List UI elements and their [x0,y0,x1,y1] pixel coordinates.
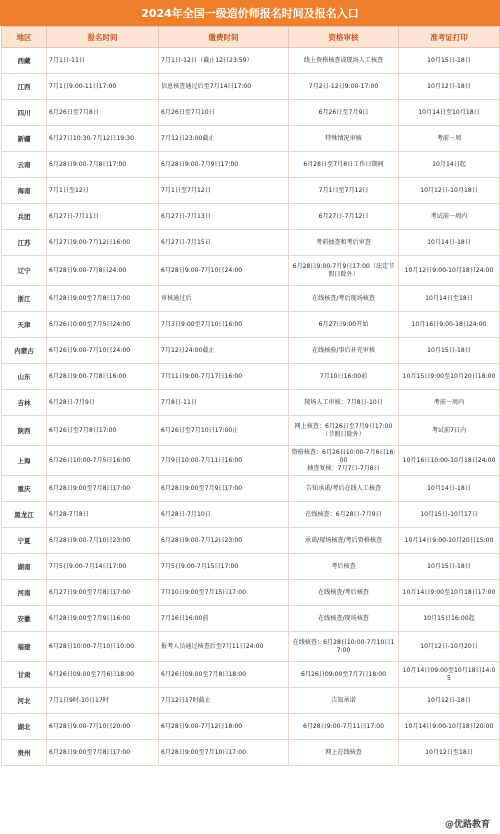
column-header-registration: 报名时间 [47,27,159,48]
payment-cell: 6月26日至7月10日 [159,100,289,126]
table-row [2,390,500,416]
review-cell: 现场人工审核：7月8日-10日 [289,390,399,416]
watermark-credit: @优路教育 [444,820,490,830]
region-cell: 重庆 [2,476,47,502]
table-row [2,714,500,740]
review-cell: 7月2日-12日9:00-17:00 [289,74,399,100]
review-cell: 在线核查：6月28日10:00-7月10日17:00 [289,632,399,662]
registration-cell: 6月27日-7月11日 [47,204,159,230]
review-cell: 告知承诺 [289,688,399,714]
table-row [2,364,500,390]
review-cell: 线上资格核查或现场人工核查 [289,48,399,74]
payment-cell: 7月1日至7月12日 [159,178,289,204]
registration-cell: 6月28日9:00至7月8日17:00 [47,740,159,766]
table-row [2,632,500,662]
payment-cell: 6月28日9:00-7月12日23:00 [159,528,289,554]
admission-cell: 10月15日16:00起 [399,606,500,632]
table-row [2,528,500,554]
region-cell: 湖南 [2,554,47,580]
admission-cell: 10月12日9:00-10月18日24:00 [399,256,500,286]
region-cell: 河南 [2,580,47,606]
registration-cell: 7月1日-11日 [47,48,159,74]
admission-cell: 10月16日9:00-18日24:00 [399,312,500,338]
region-cell: 黑龙江 [2,502,47,528]
review-cell: 在线核查：6月28日-7月9日 [289,502,399,528]
registration-cell: 6月26日0:00至7月5日24:00 [47,312,159,338]
admission-cell: 考试前一周内 [399,204,500,230]
payment-cell: 6月28日9:00-7月9日17:00 [159,152,289,178]
review-cell: 考后核查 [289,554,399,580]
region-cell: 贵州 [2,740,47,766]
region-cell: 江苏 [2,230,47,256]
region-cell: 新疆 [2,126,47,152]
region-cell: 上海 [2,446,47,476]
registration-cell: 6月28日-7月9日 [47,390,159,416]
region-cell: 甘肃 [2,662,47,688]
admission-cell: 考前一周内 [399,390,500,416]
registration-cell: 6月26日09:00至7月6日18:00 [47,662,159,688]
admission-cell: 10月15日-18日 [399,48,500,74]
payment-cell: 6月28日9:00-7月10日24:00 [159,256,289,286]
review-cell: 6月27日-7月12日 [289,204,399,230]
region-cell: 海南 [2,178,47,204]
payment-cell: 6月28日-7月10日 [159,502,289,528]
admission-cell: 10月15日-18日 [399,554,500,580]
region-cell: 山东 [2,364,47,390]
table-row [2,446,500,476]
table-row [2,662,500,688]
review-cell: 网上在线核查 [289,740,399,766]
region-cell: 辽宁 [2,256,47,286]
region-cell: 内蒙古 [2,338,47,364]
registration-cell: 6月28日9:00-7月10日20:00 [47,714,159,740]
registration-cell: 6月26日10:00-7月5日16:00 [47,446,159,476]
admission-cell: 10月12日-10月20日 [399,632,500,662]
payment-cell: 7月12日17时截止 [159,688,289,714]
review-cell: 特殊情况审核 [289,126,399,152]
table-row [2,204,500,230]
admission-cell: 10月15日-10月17日 [399,502,500,528]
admission-cell: 10月12日-10月18日 [399,178,500,204]
registration-cell: 6月28-7月8日 [47,502,159,528]
admission-cell: 10月12日-18日 [399,74,500,100]
payment-cell: 信息核查通过后至7月14日17:00 [159,74,289,100]
table-row [2,256,500,286]
review-cell: 7月10日16:00前 [289,364,399,390]
admission-cell: 10月14日9:00至10月18日17:00 [399,580,500,606]
admission-cell: 10月14日-18日 [399,476,500,502]
payment-cell: 审核通过后 [159,286,289,312]
table-row [2,312,500,338]
table-row [2,554,500,580]
payment-cell: 6月28日9:00-7月12日18:00 [159,714,289,740]
region-cell: 福建 [2,632,47,662]
payment-cell: 7月8日-11日 [159,390,289,416]
column-header-region: 地区 [2,27,47,48]
region-cell: 四川 [2,100,47,126]
admission-cell: 10月12日-18日 [399,688,500,714]
table-row [2,416,500,446]
region-cell: 安徽 [2,606,47,632]
payment-cell: 7月12日23:00截止 [159,126,289,152]
table-row [2,48,500,74]
review-cell: 6月27日9:00开始 [289,312,399,338]
registration-cell: 6月28日10:00-7月10日10:00 [47,632,159,662]
review-cell: 承诺/现场核查/考后资格核查 [289,528,399,554]
registration-cell: 7月1日至12日 [47,178,159,204]
registration-cell: 6月26日至7月8日 [47,100,159,126]
region-cell: 湖北 [2,714,47,740]
registration-cell: 6月28日9:00-7月8日24:00 [47,256,159,286]
registration-cell: 6月26日9:00-7月10日24:00 [47,338,159,364]
payment-cell: 7月9日10:00-7月11日16:00 [159,446,289,476]
review-cell: 6月26日09:00至7月7日18:00 [289,662,399,688]
region-cell: 陕西 [2,416,47,446]
region-cell: 西藏 [2,48,47,74]
payment-cell: 7月11日9:00-7月17日16:00 [159,364,289,390]
admission-cell: 考前一周 [399,126,500,152]
registration-cell: 7月5日9:00-7月14日17:00 [47,554,159,580]
payment-cell: 7月3日9:00至7月10日16:00 [159,312,289,338]
registration-cell: 7月1日9时-10日17时 [47,688,159,714]
table-row [2,74,500,100]
payment-cell: 7月10日9:00至7月15日17:00 [159,580,289,606]
review-cell: 6月28日9:00-7月11日17:00 [289,714,399,740]
registration-cell: 6月28日9:00-7月10日23:00 [47,528,159,554]
region-cell: 浙江 [2,286,47,312]
review-cell: 在线核查/考后现场核查 [289,286,399,312]
registration-cell: 6月27日10:30-7月12日19:30 [47,126,159,152]
payment-cell: 6月26日至7月10日17:00止 [159,416,289,446]
admission-cell: 10月14日9:00-10月20日15:00 [399,528,500,554]
registration-cell: 6月28日9:00-7月8日17:00 [47,152,159,178]
admission-cell: 考试前7日内 [399,416,500,446]
table-row [2,178,500,204]
table-row [2,230,500,256]
admission-cell: 10月14日09:00至10月18日14:05 [399,662,500,688]
schedule-table [1,26,500,766]
payment-cell: 7月5日9:00-7月15日17:00 [159,554,289,580]
registration-cell: 7月1日9:00-11日17:00 [47,74,159,100]
payment-cell: 报考人员通过核查后至7月11日24:00 [159,632,289,662]
region-cell: 兵团 [2,204,47,230]
table-row [2,580,500,606]
registration-cell: 6月28日9:00至7月9日16:00 [47,606,159,632]
review-cell: 资格核查：6月26日10:00-7月6日16:00 抽查复核：7月7日-7月8日 [289,446,399,476]
payment-cell: 7月12日24:00截止 [159,338,289,364]
review-cell: 6月28日9:00-7月9日17:00（法定节假日除外） [289,256,399,286]
payment-cell: 6月27日-7月15日 [159,230,289,256]
region-cell: 天津 [2,312,47,338]
review-cell: 7月1日至7月12日 [289,178,399,204]
table-row [2,126,500,152]
column-header-admission: 准考证打印 [399,27,500,48]
admission-cell: 10月14日9:00-10月18日20:00 [399,714,500,740]
payment-cell: 7月16日16:00前 [159,606,289,632]
registration-cell: 6月27日9:00-7月12日16:00 [47,230,159,256]
review-cell: 6月28日至7月8日工作日期间 [289,152,399,178]
table-row [2,688,500,714]
review-cell: 在线核查/现场核查 [289,606,399,632]
admission-cell: 10月15日-18日 [399,338,500,364]
table-row [2,476,500,502]
registration-cell: 6月27日9:00至7月8日17:00 [47,580,159,606]
region-cell: 江西 [2,74,47,100]
table-row [2,152,500,178]
region-cell: 河北 [2,688,47,714]
region-cell: 云南 [2,152,47,178]
payment-cell: 7月1日-12日（截止12日23:59） [159,48,289,74]
table-row [2,286,500,312]
admission-cell: 10月14日-18日 [399,230,500,256]
column-header-payment: 缴费时间 [159,27,289,48]
table-row [2,606,500,632]
review-cell: 网上核查：6月26日至7月9日17:00（节假日除外） [289,416,399,446]
review-cell: 在线核查/考后核查 [289,580,399,606]
region-cell: 吉林 [2,390,47,416]
region-cell: 宁夏 [2,528,47,554]
admission-cell: 10月12日至18日 [399,740,500,766]
table-row [2,338,500,364]
review-cell: 考前抽查和考后审查 [289,230,399,256]
admission-cell: 10月14日至18日 [399,286,500,312]
registration-cell: 6月28日9:00-7月8日16:00 [47,364,159,390]
payment-cell: 6月27日-7月13日 [159,204,289,230]
registration-cell: 6月28日9:00至7月8日17:00 [47,286,159,312]
page-title: 2024年全国一级造价师报名时间及报名入口 [0,0,500,26]
table-row [2,740,500,766]
table-row [2,502,500,528]
payment-cell: 6月26日09:00至7月8日18:00 [159,662,289,688]
payment-cell: 6月28日9:00至7月10日17:00 [159,740,289,766]
table-row [2,100,500,126]
payment-cell: 6月28日9:00至7月9日17:00 [159,476,289,502]
review-cell: 在线核验/事后补充审核 [289,338,399,364]
registration-cell: 6月28日9:00至7月8日17:00 [47,476,159,502]
admission-cell: 10月16日10:00-10月18日24:00 [399,446,500,476]
registration-cell: 6月26日至7月8日17:00 [47,416,159,446]
column-header-review: 资格审核 [289,27,399,48]
review-cell: 告知承诺/考后在线人工核查 [289,476,399,502]
admission-cell: 10月15日9:00至10月20日18:00 [399,364,500,390]
admission-cell: 10月14日至10月18日 [399,100,500,126]
admission-cell: 10月14日起 [399,152,500,178]
table-header-row [2,27,500,48]
review-cell: 6月26日至7月9日 [289,100,399,126]
